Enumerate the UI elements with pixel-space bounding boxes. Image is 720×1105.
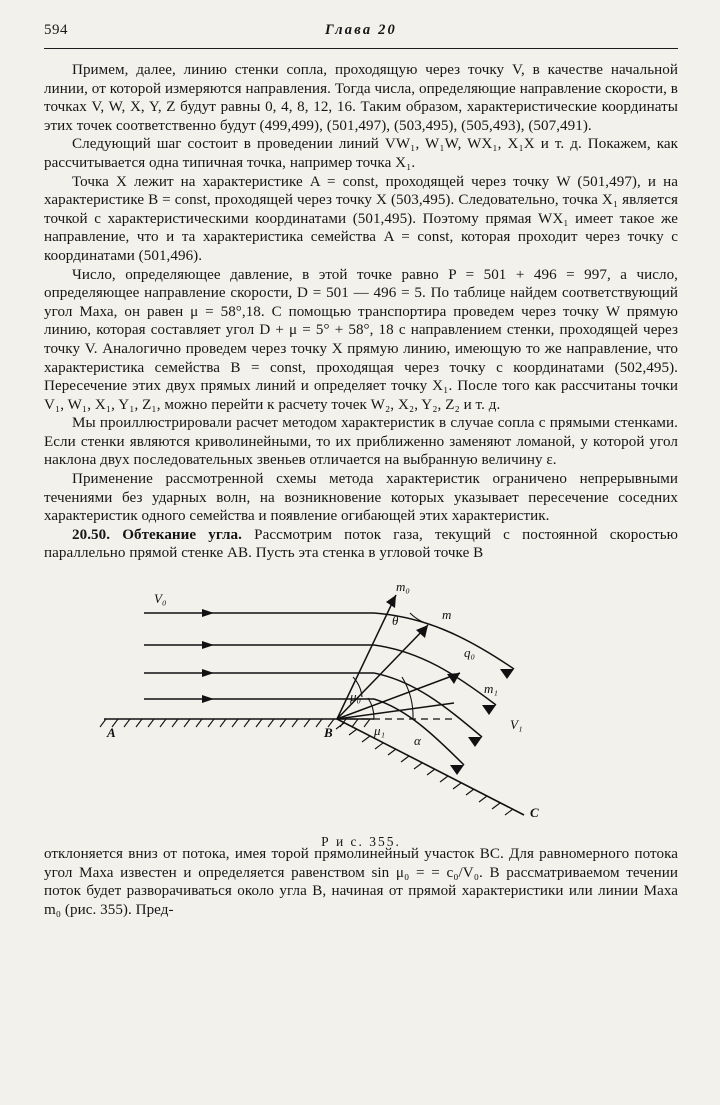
label-m1: m₁ xyxy=(484,681,498,697)
figure-caption: Р и с. 355. xyxy=(321,834,401,850)
paragraph-2: Следующий шаг состоит в проведении линий VW₁, W₁W, WX₁, X₁X и т. д. Покажем, как рассчитывается одна типичная точка, например точка X₁. xyxy=(44,136,678,171)
label-q0: q₀ xyxy=(464,645,476,661)
figure-drawing xyxy=(44,577,678,827)
folio-number: 594 xyxy=(44,22,68,38)
label-alpha: α xyxy=(414,733,421,749)
paragraph-3: Точка X лежит на характеристике A = const, проходящей через точку W (501,497), и на характеристике B = const, проходящей через точку X (503,495). Следовательно, точка X₁ является точкой с характеристическими координатами (501,495). Поэтому прямая WX₁ имеет такое же направление, что и та характеристика семейства A = const, которая проходит через точку с координатами (501,496). xyxy=(44,173,678,264)
header-rule xyxy=(44,48,678,49)
label-v1: V₁ xyxy=(510,717,523,733)
bottom-paragraph: отклоняется вниз от потока, имея торой прямолинейный участок BC. Для равномерного потока угол Маха известен и определяется равенством sin μ₀ = = c₀/V₀. В рассматриваемом течении поток будет разворачиваться около угла B, начиная от прямой характеристики или линии Маха m₀ (рис. 355). Пред- xyxy=(44,846,678,918)
running-title: Глава 20 xyxy=(324,22,398,38)
label-theta: θ xyxy=(392,613,399,629)
label-m: m xyxy=(442,607,452,623)
section-number: 20.50. xyxy=(72,526,111,543)
paragraph-4: Число, определяющее давление, в этой точке равно P = 501 + 496 = 997, а число, определяющее направление скорости, D = 501 — 496 = 5. По таблице найдем соответствующий угол Маха, он равен μ = 58°,18. С помощью транспортира проведем через точку W прямую линию, которая составляет угол D + μ = 5° + 58°, 18 с направлением стенки, проходящей через точку V. Аналогично проведем через точку X прямую линию, имеющую то же направление, что характеристика семейства B = const, проходящая через точку с координатами (502,495). Пересечение этих двух прямых линий и определяет точку X₁. После того как рассчитаны точки V₁, W₁, X₁, Y₁, Z₁, можно перейти к расчету точек W₂, X₂, Y₂, Z₂ и т. д. xyxy=(44,266,678,413)
section-intro-text: Рассмотрим поток газа, текущий с постоянной скоростью параллельно прямой стенке AB. Пусть эта стенка в угловой точке B xyxy=(44,526,678,562)
label-a: A xyxy=(107,725,116,741)
label-mu0: μ₀ xyxy=(350,689,362,705)
paragraph-5: Мы проиллюстрировали расчет методом характеристик в случае сопла с прямыми стенками. Если стенки являются криволинейными, то их приближенно заменяют ломаной, у которой угол наклона двух последовательных звеньев отличается на выбранную величину ε. xyxy=(44,415,678,469)
page-header xyxy=(44,22,678,44)
figure-355 xyxy=(44,577,678,850)
paragraph-1: Примем, далее, линию стенки сопла, проходящую через точку V, в качестве начальной линии, от которой измеряются направления. Тогда числа, определяющие направление скорости, в точках V, W, X, Y, Z будут равны 0, 4, 8, 12, 16. Таким образом, характеристические координаты этих точек соответственно будут (499,499), (501,497), (503,495), (505,493), (507,491). xyxy=(44,62,678,134)
section-title: Обтекание угла. xyxy=(122,526,242,543)
section-heading-paragraph xyxy=(44,526,678,563)
page-content xyxy=(44,22,678,919)
paragraph-6: Применение рассмотренной схемы метода характеристик ограничено непрерывными течениями без ударных волн, на возникновение которых указывает пересечение соседних характеристик одного семейства и появление огибающей этих характеристик. xyxy=(44,471,678,525)
label-mu1: μ₁ xyxy=(374,723,386,739)
label-c: C xyxy=(530,805,539,821)
label-b: B xyxy=(324,725,333,741)
label-v0: V₀ xyxy=(154,591,167,607)
label-m0: m₀ xyxy=(396,579,410,595)
